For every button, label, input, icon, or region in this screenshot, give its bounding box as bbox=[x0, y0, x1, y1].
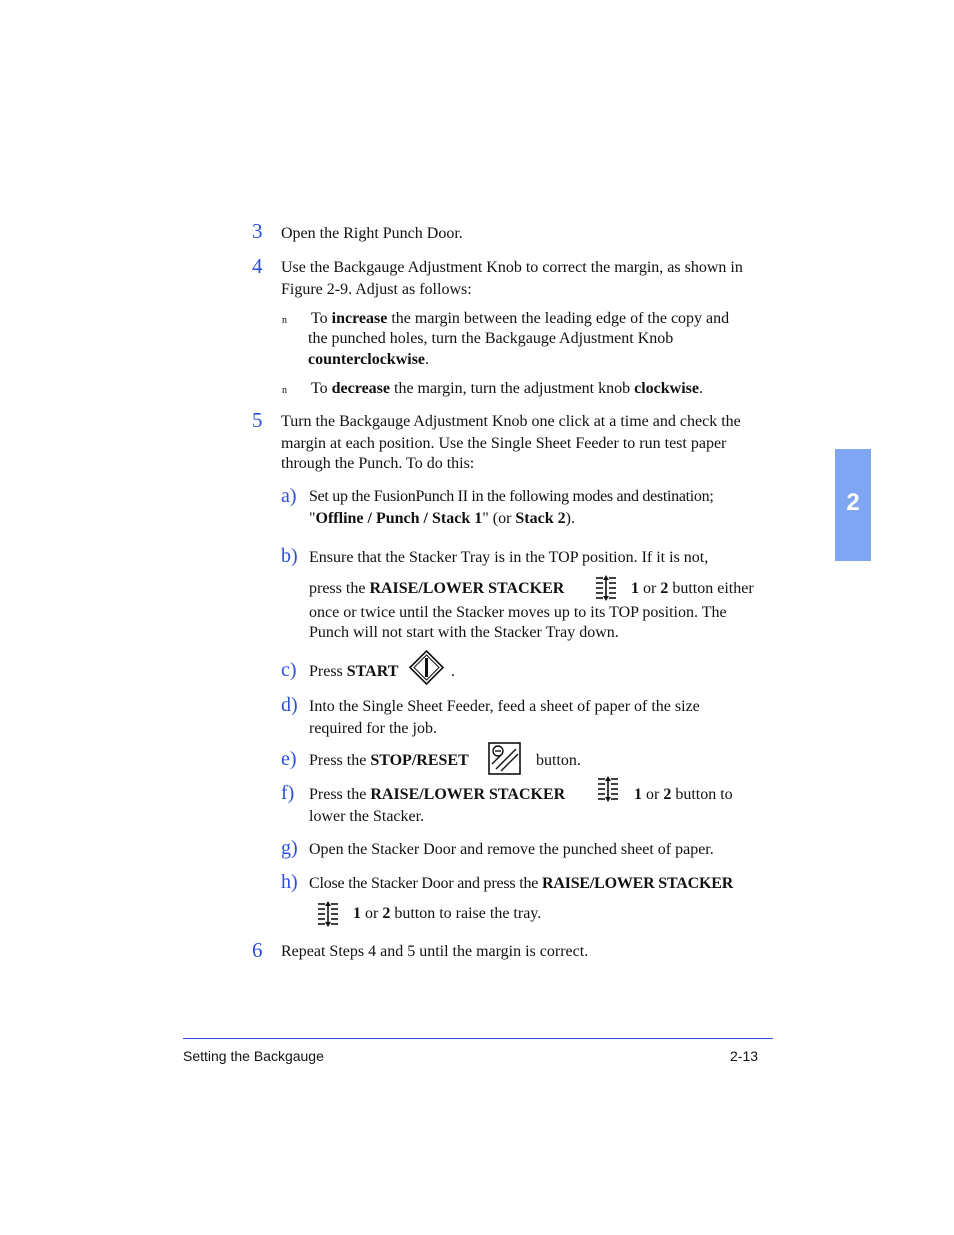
substep-text: 1 or 2 button to bbox=[634, 786, 733, 803]
raise-lower-stacker-icon bbox=[594, 575, 618, 601]
substep-text: Set up the FusionPunch II in the following modes and destination; bbox=[309, 488, 714, 505]
start-icon bbox=[409, 650, 444, 685]
bullet-text: To decrease the margin, turn the adjustment knob clockwise. bbox=[311, 380, 703, 397]
step-number: 5 bbox=[252, 408, 263, 432]
substep-text: . bbox=[451, 663, 455, 680]
step-number: 3 bbox=[252, 219, 263, 243]
substep-letter: b) bbox=[281, 545, 298, 567]
raise-lower-stacker-icon bbox=[316, 901, 340, 927]
substep-text: Press the RAISE/LOWER STACKER bbox=[309, 786, 566, 803]
substep-text: button. bbox=[536, 752, 581, 769]
bullet-marker: n bbox=[282, 315, 287, 326]
substep-text: "Offline / Punch / Stack 1" (or Stack 2). bbox=[309, 510, 575, 527]
substep-letter: h) bbox=[281, 871, 298, 893]
substep-letter: g) bbox=[281, 837, 298, 859]
footer-divider bbox=[183, 1038, 773, 1039]
chapter-tab-label: 2 bbox=[846, 489, 860, 516]
substep-text: once or twice until the Stacker moves up to its TOP position. The bbox=[309, 604, 727, 621]
substep-text: Press START bbox=[309, 663, 399, 680]
bullet-text: the punched holes, turn the Backgauge Adjustment Knob bbox=[308, 330, 674, 347]
substep-text: Close the Stacker Door and press the RAISE/LOWER STACKER bbox=[309, 875, 734, 892]
footer-title: Setting the Backgauge bbox=[183, 1048, 324, 1064]
step-text: Turn the Backgauge Adjustment Knob one click at a time and check the bbox=[281, 413, 741, 430]
substep-text: lower the Stacker. bbox=[309, 808, 425, 825]
bullet-text: counterclockwise. bbox=[308, 351, 430, 368]
chapter-tab bbox=[835, 449, 871, 561]
substep-letter: c) bbox=[281, 659, 297, 681]
step-text: Figure 2-9. Adjust as follows: bbox=[281, 281, 472, 298]
substep-text: press the RAISE/LOWER STACKER bbox=[309, 580, 565, 597]
stop-reset-icon bbox=[488, 742, 521, 775]
step-number: 6 bbox=[252, 938, 263, 962]
substep-letter: e) bbox=[281, 748, 297, 770]
step-text: Open the Right Punch Door. bbox=[281, 225, 463, 242]
substep-text: Punch will not start with the Stacker Tray down. bbox=[309, 624, 619, 641]
substep-text: required for the job. bbox=[309, 720, 437, 737]
substep-text: Ensure that the Stacker Tray is in the TOP position. If it is not, bbox=[309, 549, 709, 566]
page-number: 2-13 bbox=[730, 1048, 759, 1064]
raise-lower-stacker-icon bbox=[596, 776, 620, 802]
bullet-text: To increase the margin between the leading edge of the copy and bbox=[311, 310, 730, 327]
substep-text: 1 or 2 button to raise the tray. bbox=[353, 905, 542, 922]
step-number: 4 bbox=[252, 254, 263, 278]
step-text: Repeat Steps 4 and 5 until the margin is correct. bbox=[281, 943, 589, 960]
step-text: margin at each position. Use the Single Sheet Feeder to run test paper bbox=[281, 435, 727, 452]
substep-text: Open the Stacker Door and remove the punched sheet of paper. bbox=[309, 841, 714, 858]
step-text: through the Punch. To do this: bbox=[281, 455, 475, 472]
substep-text: Into the Single Sheet Feeder, feed a sheet of paper of the size bbox=[309, 698, 700, 715]
substep-letter: a) bbox=[281, 485, 297, 507]
substep-text: Press the STOP/RESET bbox=[309, 752, 469, 769]
step-text: Use the Backgauge Adjustment Knob to correct the margin, as shown in bbox=[281, 259, 743, 276]
substep-letter: f) bbox=[281, 782, 295, 804]
substep-letter: d) bbox=[281, 694, 298, 716]
substep-text: 1 or 2 button either bbox=[631, 580, 754, 597]
bullet-marker: n bbox=[282, 385, 287, 396]
